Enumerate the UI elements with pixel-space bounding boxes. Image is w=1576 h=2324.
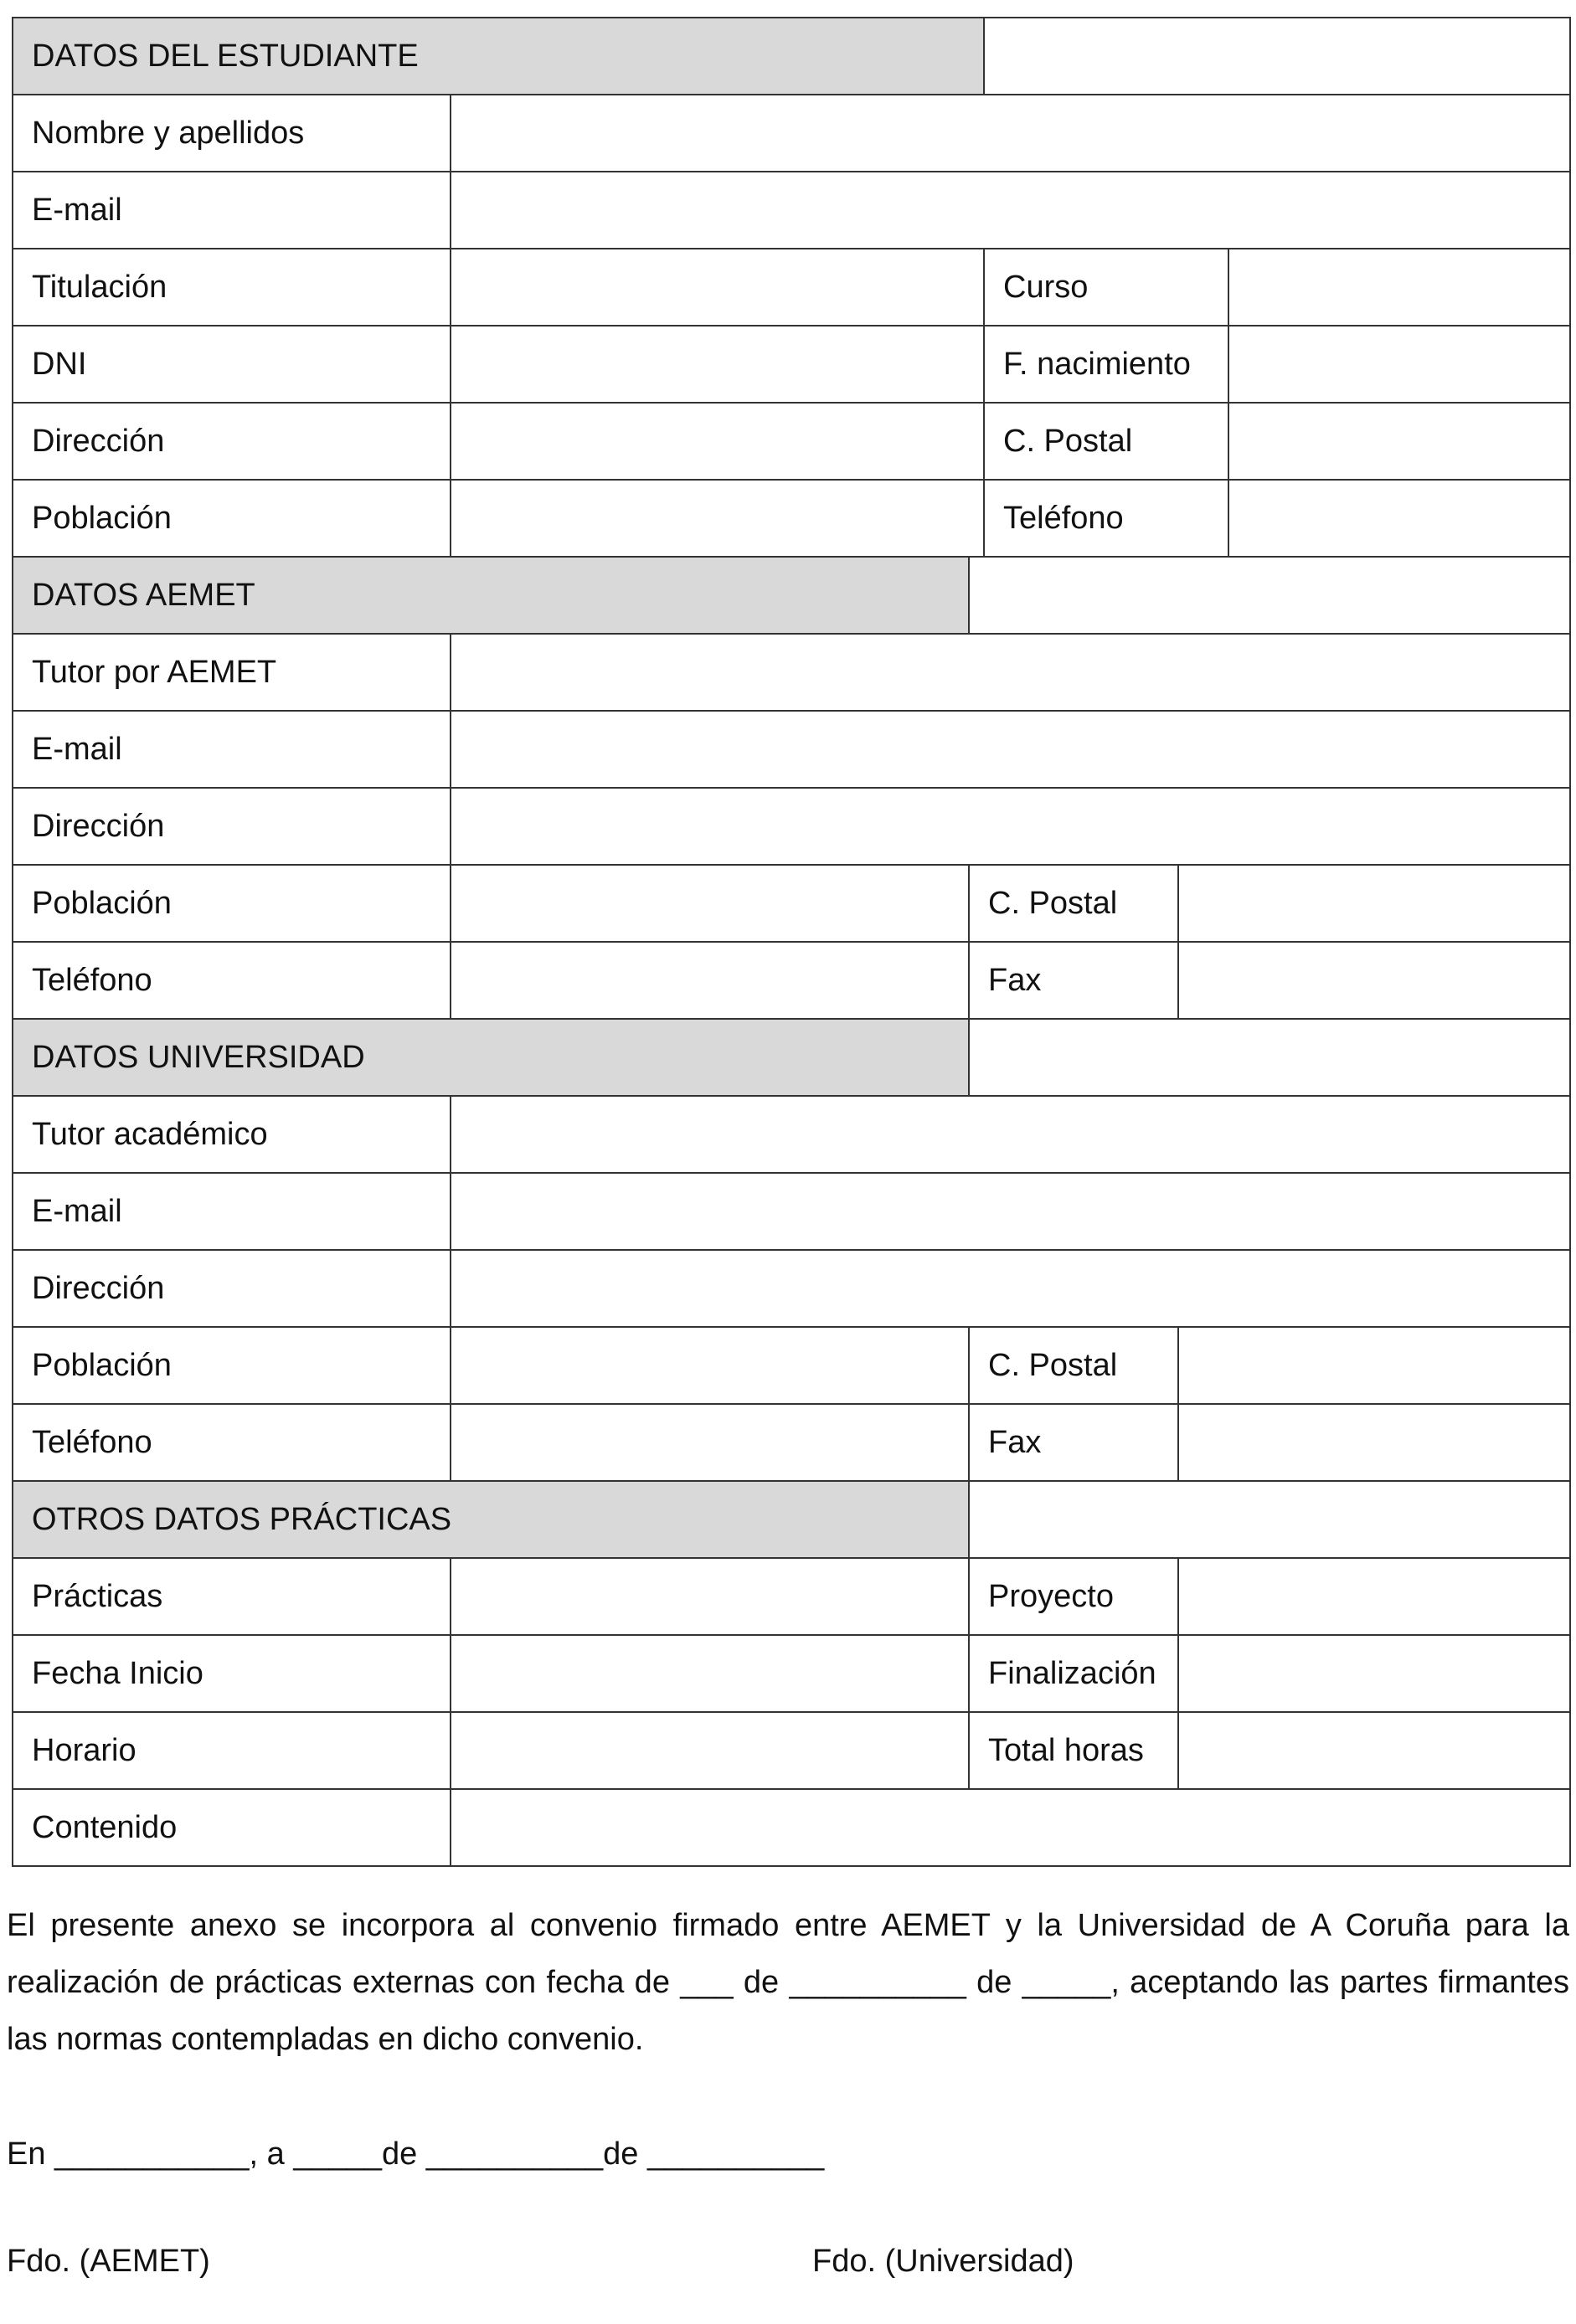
label-aemet-fax: Fax [968,941,1179,1020]
section-header-universidad: DATOS UNIVERSIDAD [12,1018,970,1097]
label-tutor-aemet: Tutor por AEMET [12,633,451,712]
label-student-postal: C. Postal [983,402,1229,481]
label-student-email: E-mail [12,171,451,249]
input-uni-direccion[interactable] [450,1249,1571,1328]
annex-line-1: El presente anexo se incorpora al convenio firmado entre AEMET y la Universidad de A Coruña para la [7,1908,1569,1943]
label-student-poblacion: Población [12,479,451,558]
universidad-header-blank [968,1018,1571,1097]
input-curso[interactable] [1228,248,1571,326]
label-finalizacion: Finalización [968,1634,1179,1713]
section-header-practicas: OTROS DATOS PRÁCTICAS [12,1480,970,1559]
label-uni-email: E-mail [12,1172,451,1251]
label-titulacion: Titulación [12,248,451,326]
label-total-horas: Total horas [968,1711,1179,1790]
input-aemet-telefono[interactable] [450,941,970,1020]
input-uni-poblacion[interactable] [450,1326,970,1405]
input-aemet-direccion[interactable] [450,787,1571,866]
input-student-telefono[interactable] [1228,479,1571,558]
label-practicas: Prácticas [12,1557,451,1636]
student-header-blank [983,17,1571,95]
input-nombre-apellidos[interactable] [450,94,1571,172]
label-uni-direccion: Dirección [12,1249,451,1328]
label-student-direccion: Dirección [12,402,451,481]
input-uni-email[interactable] [450,1172,1571,1251]
aemet-header-blank [968,556,1571,635]
label-proyecto: Proyecto [968,1557,1179,1636]
label-f-nacimiento: F. nacimiento [983,325,1229,404]
input-student-email[interactable] [450,171,1571,249]
label-uni-postal: C. Postal [968,1326,1179,1405]
input-tutor-academico[interactable] [450,1095,1571,1174]
annex-line-3: las normas contempladas en dicho convenio. [7,2022,644,2057]
signature-aemet: Fdo. (AEMET) [7,2244,210,2279]
input-horario[interactable] [450,1711,970,1790]
input-aemet-postal[interactable] [1177,864,1571,943]
annex-line-2: realización de prácticas externas con fecha de ___ de __________ de _____, aceptando las partes firmantes [7,1965,1569,2000]
input-practicas[interactable] [450,1557,970,1636]
label-aemet-direccion: Dirección [12,787,451,866]
input-tutor-aemet[interactable] [450,633,1571,712]
label-fecha-inicio: Fecha Inicio [12,1634,451,1713]
label-student-telefono: Teléfono [983,479,1229,558]
label-curso: Curso [983,248,1229,326]
input-dni[interactable] [450,325,985,404]
label-uni-telefono: Teléfono [12,1403,451,1482]
input-finalizacion[interactable] [1177,1634,1571,1713]
input-fecha-inicio[interactable] [450,1634,970,1713]
label-tutor-academico: Tutor académico [12,1095,451,1174]
input-uni-postal[interactable] [1177,1326,1571,1405]
input-f-nacimiento[interactable] [1228,325,1571,404]
label-horario: Horario [12,1711,451,1790]
input-total-horas[interactable] [1177,1711,1571,1790]
label-nombre-apellidos: Nombre y apellidos [12,94,451,172]
input-student-postal[interactable] [1228,402,1571,481]
input-proyecto[interactable] [1177,1557,1571,1636]
input-titulacion[interactable] [450,248,985,326]
label-aemet-poblacion: Población [12,864,451,943]
label-aemet-email: E-mail [12,710,451,789]
label-aemet-postal: C. Postal [968,864,1179,943]
label-uni-fax: Fax [968,1403,1179,1482]
place-date-line: En ___________, a _____de __________de __________ [7,2136,825,2172]
annex-paragraph [7,1897,1569,2068]
input-aemet-fax[interactable] [1177,941,1571,1020]
label-contenido: Contenido [12,1788,451,1867]
section-header-aemet: DATOS AEMET [12,556,970,635]
section-header-student: DATOS DEL ESTUDIANTE [12,17,985,95]
input-contenido[interactable] [450,1788,1571,1867]
input-aemet-email[interactable] [450,710,1571,789]
input-aemet-poblacion[interactable] [450,864,970,943]
signature-universidad: Fdo. (Universidad) [812,2244,1074,2279]
annex-form-table [12,17,1571,1869]
input-student-direccion[interactable] [450,402,985,481]
input-uni-telefono[interactable] [450,1403,970,1482]
input-uni-fax[interactable] [1177,1403,1571,1482]
label-uni-poblacion: Población [12,1326,451,1405]
label-dni: DNI [12,325,451,404]
input-student-poblacion[interactable] [450,479,985,558]
label-aemet-telefono: Teléfono [12,941,451,1020]
practicas-header-blank [968,1480,1571,1559]
